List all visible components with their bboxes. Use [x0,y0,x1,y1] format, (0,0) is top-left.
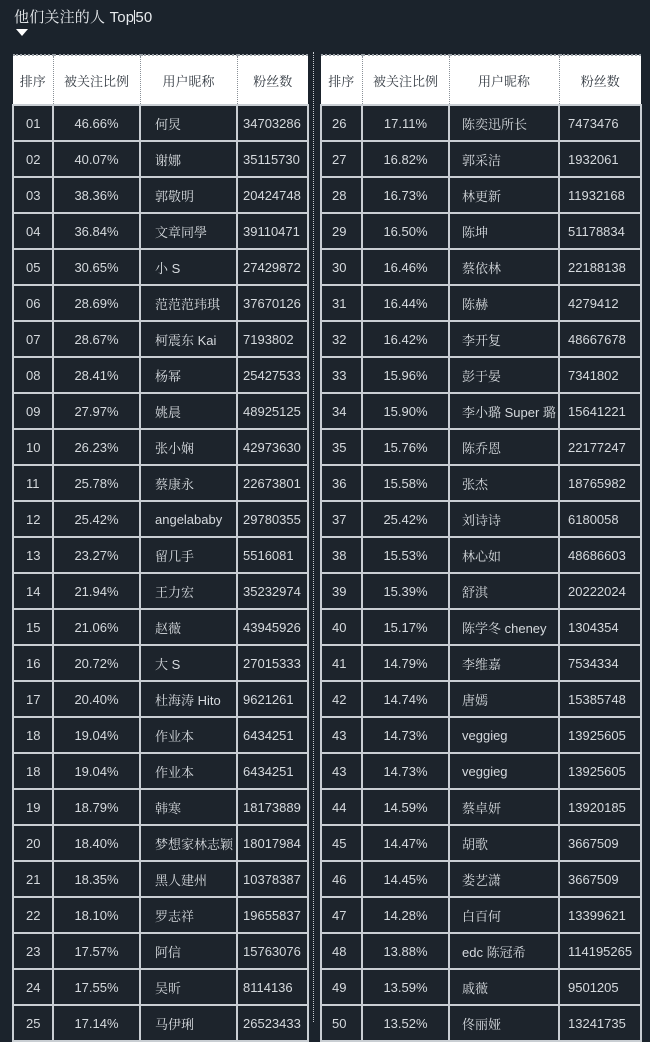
table-row [13,609,308,645]
fans-cell: 5516081 [237,537,308,573]
table-row [13,537,308,573]
table-row [321,897,641,933]
ratio-cell: 15.96% [362,357,449,393]
ratio-cell: 14.73% [362,753,449,789]
nickname-cell[interactable]: 郭敬明 [140,177,237,213]
ratio-cell: 18.10% [53,897,140,933]
ratio-cell: 15.58% [362,465,449,501]
rank-cell: 43 [321,717,362,753]
fans-cell: 48686603 [559,537,641,573]
nickname-cell[interactable]: 张小娴 [140,429,237,465]
table-row [321,321,641,357]
fans-cell: 3667509 [559,825,641,861]
rank-cell: 33 [321,357,362,393]
ratio-cell: 16.50% [362,213,449,249]
table-row [13,969,308,1005]
ratio-cell: 18.79% [53,789,140,825]
rank-cell: 08 [13,357,53,393]
ratio-cell: 16.82% [362,141,449,177]
nickname-cell[interactable]: 林更新 [449,177,559,213]
table-row [321,249,641,285]
rank-cell: 22 [13,897,53,933]
nickname-cell[interactable]: 李维嘉 [449,645,559,681]
table-row [321,573,641,609]
fans-cell: 18173889 [237,789,308,825]
nickname-cell[interactable]: 刘诗诗 [449,501,559,537]
rank-cell: 09 [13,393,53,429]
rank-cell: 24 [13,969,53,1005]
ratio-cell: 16.44% [362,285,449,321]
fans-cell: 11932168 [559,177,641,213]
fans-cell: 34703286 [237,105,308,141]
ratio-cell: 19.04% [53,717,140,753]
rank-cell: 16 [13,645,53,681]
nickname-cell[interactable]: 蔡卓妍 [449,789,559,825]
rank-cell: 31 [321,285,362,321]
nickname-cell[interactable]: 姚晨 [140,393,237,429]
table-row [13,1005,308,1041]
nickname-cell[interactable]: 郭采洁 [449,141,559,177]
ratio-cell: 17.55% [53,969,140,1005]
rank-cell: 05 [13,249,53,285]
fans-cell: 48667678 [559,321,641,357]
fans-cell: 37670126 [237,285,308,321]
rank-cell: 38 [321,537,362,573]
ratio-cell: 28.41% [53,357,140,393]
table-row [13,645,308,681]
ratio-cell: 30.65% [53,249,140,285]
rank-cell: 45 [321,825,362,861]
rank-cell: 04 [13,213,53,249]
nickname-cell[interactable]: 谢娜 [140,141,237,177]
fans-cell: 1304354 [559,609,641,645]
ranking-table-left [12,54,309,1042]
rank-cell: 01 [13,105,53,141]
table-row [321,213,641,249]
nickname-cell[interactable]: 大 S [140,645,237,681]
table-row [321,285,641,321]
fans-cell: 29780355 [237,501,308,537]
rank-cell: 32 [321,321,362,357]
table-row [321,357,641,393]
fans-cell: 13241735 [559,1005,641,1041]
ratio-cell: 25.42% [362,501,449,537]
table-row [13,897,308,933]
ratio-cell: 18.40% [53,825,140,861]
nickname-cell[interactable]: 娄艺潇 [449,861,559,897]
fans-cell: 18017984 [237,825,308,861]
ratio-cell: 13.88% [362,933,449,969]
nickname-cell[interactable]: 作业本 [140,753,237,789]
nickname-cell[interactable]: 白百何 [449,897,559,933]
table-row [321,177,641,213]
rank-cell: 48 [321,933,362,969]
rank-cell: 18 [13,717,53,753]
table-row [13,933,308,969]
fans-cell: 15641221 [559,393,641,429]
nickname-cell[interactable]: 阿信 [140,933,237,969]
fans-cell: 7341802 [559,357,641,393]
ratio-cell: 15.53% [362,537,449,573]
ratio-cell: 13.52% [362,1005,449,1041]
rank-cell: 19 [13,789,53,825]
nickname-cell[interactable]: 韩寒 [140,789,237,825]
table-row [321,681,641,717]
fans-cell: 26523433 [237,1005,308,1041]
ratio-cell: 16.46% [362,249,449,285]
rank-cell: 21 [13,861,53,897]
rank-cell: 14 [13,573,53,609]
rank-cell: 15 [13,609,53,645]
nickname-cell[interactable]: 戚薇 [449,969,559,1005]
fans-cell: 51178834 [559,213,641,249]
nickname-cell[interactable]: 胡歌 [449,825,559,861]
fans-cell: 13399621 [559,897,641,933]
fans-cell: 22177247 [559,429,641,465]
ratio-cell: 28.67% [53,321,140,357]
ratio-cell: 17.57% [53,933,140,969]
nickname-cell[interactable]: 佟丽娅 [449,1005,559,1041]
ratio-cell: 16.42% [362,321,449,357]
fans-cell: 39110471 [237,213,308,249]
fans-cell: 9501205 [559,969,641,1005]
nickname-cell[interactable]: 吴昕 [140,969,237,1005]
nickname-cell[interactable]: angelababy [140,501,237,537]
ratio-cell: 26.23% [53,429,140,465]
fans-cell: 48925125 [237,393,308,429]
table-row [13,501,308,537]
rank-cell: 36 [321,465,362,501]
table-row [13,141,308,177]
ratio-cell: 15.17% [362,609,449,645]
ratio-cell: 40.07% [53,141,140,177]
table-row [321,933,641,969]
table-row [13,465,308,501]
rank-cell: 34 [321,393,362,429]
table-row [321,789,641,825]
ratio-cell: 21.06% [53,609,140,645]
table-row [13,825,308,861]
fans-cell: 43945926 [237,609,308,645]
fans-cell: 18765982 [559,465,641,501]
table-row [321,861,641,897]
fans-cell: 19655837 [237,897,308,933]
ratio-cell: 25.42% [53,501,140,537]
table-row [321,537,641,573]
nickname-cell[interactable]: 留几手 [140,537,237,573]
fans-cell: 22673801 [237,465,308,501]
ratio-cell: 17.14% [53,1005,140,1041]
rank-cell: 41 [321,645,362,681]
nickname-cell[interactable]: 彭于晏 [449,357,559,393]
header-fans: 粉丝数 [559,55,641,105]
table-row [321,393,641,429]
fans-cell: 13925605 [559,717,641,753]
ratio-cell: 23.27% [53,537,140,573]
ratio-cell: 25.78% [53,465,140,501]
table-row [13,105,308,141]
rank-cell: 10 [13,429,53,465]
rank-cell: 17 [13,681,53,717]
nickname-cell[interactable]: 唐嫣 [449,681,559,717]
ratio-cell: 14.79% [362,645,449,681]
ratio-cell: 14.28% [362,897,449,933]
table-row [13,249,308,285]
nickname-cell[interactable]: 李开复 [449,321,559,357]
ratio-cell: 18.35% [53,861,140,897]
rank-cell: 12 [13,501,53,537]
table-row [13,753,308,789]
table-row [321,645,641,681]
fans-cell: 7534334 [559,645,641,681]
table-row [321,609,641,645]
rank-cell: 35 [321,429,362,465]
page-title [14,6,152,27]
fans-cell: 13920185 [559,789,641,825]
ratio-cell: 14.73% [362,717,449,753]
table-row [321,825,641,861]
rank-cell: 46 [321,861,362,897]
table-row [321,429,641,465]
fans-cell: 4279412 [559,285,641,321]
nickname-cell[interactable]: 杜海涛 Hito [140,681,237,717]
fans-cell: 27429872 [237,249,308,285]
fans-cell: 22188138 [559,249,641,285]
fans-cell: 15385748 [559,681,641,717]
table-row [321,969,641,1005]
table-row [321,753,641,789]
fans-cell: 10378387 [237,861,308,897]
header-rank: 排序 [321,55,362,105]
rank-cell: 47 [321,897,362,933]
nickname-cell[interactable]: 林心如 [449,537,559,573]
table-row [13,285,308,321]
ratio-cell: 14.47% [362,825,449,861]
nickname-cell[interactable]: 陈奕迅所长 [449,105,559,141]
fans-cell: 20222024 [559,573,641,609]
rank-cell: 44 [321,789,362,825]
nickname-cell[interactable]: veggieg [449,753,559,789]
table-row [321,501,641,537]
rank-cell: 29 [321,213,362,249]
header-rank: 排序 [13,55,53,105]
rank-cell: 06 [13,285,53,321]
nickname-cell[interactable]: 梦想家林志颖 [140,825,237,861]
table-row [13,321,308,357]
ratio-cell: 15.39% [362,573,449,609]
ratio-cell: 21.94% [53,573,140,609]
rank-cell: 25 [13,1005,53,1041]
fans-cell: 15763076 [237,933,308,969]
table-row [321,717,641,753]
fans-cell: 35232974 [237,573,308,609]
column-divider [313,52,314,1022]
header-fans: 粉丝数 [237,55,308,105]
header-ratio: 被关注比例 [53,55,140,105]
nickname-cell[interactable]: 舒淇 [449,573,559,609]
rank-cell: 26 [321,105,362,141]
rank-cell: 30 [321,249,362,285]
fans-cell: 35115730 [237,141,308,177]
rank-cell: 42 [321,681,362,717]
rank-cell: 43 [321,753,362,789]
ratio-cell: 16.73% [362,177,449,213]
title-text-start: 他们关注的人 Top [14,9,135,26]
header-ratio: 被关注比例 [362,55,449,105]
nickname-cell[interactable]: 陈坤 [449,213,559,249]
nickname-cell[interactable]: 作业本 [140,717,237,753]
nickname-cell[interactable]: 陈学冬 cheney [449,609,559,645]
table-row [321,1005,641,1041]
nickname-cell[interactable]: 张杰 [449,465,559,501]
table-row [13,357,308,393]
fans-cell: 8114136 [237,969,308,1005]
nickname-cell[interactable]: 黑人建州 [140,861,237,897]
ratio-cell: 15.90% [362,393,449,429]
fans-cell: 25427533 [237,357,308,393]
fans-cell: 7473476 [559,105,641,141]
nickname-cell[interactable]: veggieg [449,717,559,753]
fans-cell: 27015333 [237,645,308,681]
ratio-cell: 36.84% [53,213,140,249]
rank-cell: 11 [13,465,53,501]
ratio-cell: 15.76% [362,429,449,465]
ranking-table-right [320,54,642,1042]
nickname-cell[interactable]: 赵薇 [140,609,237,645]
fans-cell: 6180058 [559,501,641,537]
rank-cell: 37 [321,501,362,537]
nickname-cell[interactable]: 文章同學 [140,213,237,249]
rank-cell: 02 [13,141,53,177]
nickname-cell[interactable]: 王力宏 [140,573,237,609]
nickname-cell[interactable]: 陈乔恩 [449,429,559,465]
table-row [13,717,308,753]
fans-cell: 6434251 [237,717,308,753]
nickname-cell[interactable]: 蔡康永 [140,465,237,501]
ratio-cell: 14.45% [362,861,449,897]
table-row [13,213,308,249]
table-row [13,681,308,717]
ratio-cell: 46.66% [53,105,140,141]
nickname-cell[interactable]: 罗志祥 [140,897,237,933]
fans-cell: 114195265 [559,933,641,969]
rank-cell: 40 [321,609,362,645]
triangle-down-icon[interactable] [16,29,28,36]
nickname-cell[interactable]: edc 陈冠希 [449,933,559,969]
ratio-cell: 27.97% [53,393,140,429]
rank-cell: 39 [321,573,362,609]
rank-cell: 23 [13,933,53,969]
rank-cell: 18 [13,753,53,789]
table-header-row [13,55,308,105]
rank-cell: 07 [13,321,53,357]
nickname-cell[interactable]: 柯震东 Kai [140,321,237,357]
nickname-cell[interactable]: 陈赫 [449,285,559,321]
fans-cell: 1932061 [559,141,641,177]
ratio-cell: 28.69% [53,285,140,321]
header-nickname: 用户昵称 [449,55,559,105]
fans-cell: 9621261 [237,681,308,717]
ratio-cell: 14.59% [362,789,449,825]
nickname-cell[interactable]: 范范范玮琪 [140,285,237,321]
table-row [321,465,641,501]
rank-cell: 49 [321,969,362,1005]
ratio-cell: 20.72% [53,645,140,681]
title-text-end: 50 [135,9,153,26]
nickname-cell[interactable]: 何炅 [140,105,237,141]
header-nickname: 用户昵称 [140,55,237,105]
nickname-cell[interactable]: 李小璐 Super 璐 [449,393,559,429]
ratio-cell: 13.59% [362,969,449,1005]
fans-cell: 13925605 [559,753,641,789]
rank-cell: 20 [13,825,53,861]
fans-cell: 6434251 [237,753,308,789]
nickname-cell[interactable]: 杨幂 [140,357,237,393]
table-row [13,861,308,897]
rank-cell: 27 [321,141,362,177]
table-header-row [321,55,641,105]
rank-cell: 13 [13,537,53,573]
table-row [13,573,308,609]
fans-cell: 20424748 [237,177,308,213]
table-row [13,429,308,465]
rank-cell: 50 [321,1005,362,1041]
ratio-cell: 17.11% [362,105,449,141]
ratio-cell: 19.04% [53,753,140,789]
table-row [13,393,308,429]
nickname-cell[interactable]: 小 S [140,249,237,285]
rank-cell: 28 [321,177,362,213]
ratio-cell: 14.74% [362,681,449,717]
table-row [13,177,308,213]
table-row [13,789,308,825]
fans-cell: 7193802 [237,321,308,357]
nickname-cell[interactable]: 马伊琍 [140,1005,237,1041]
rank-cell: 03 [13,177,53,213]
table-row [321,141,641,177]
table-row [321,105,641,141]
fans-cell: 42973630 [237,429,308,465]
nickname-cell[interactable]: 蔡依林 [449,249,559,285]
ratio-cell: 20.40% [53,681,140,717]
fans-cell: 3667509 [559,861,641,897]
ratio-cell: 38.36% [53,177,140,213]
